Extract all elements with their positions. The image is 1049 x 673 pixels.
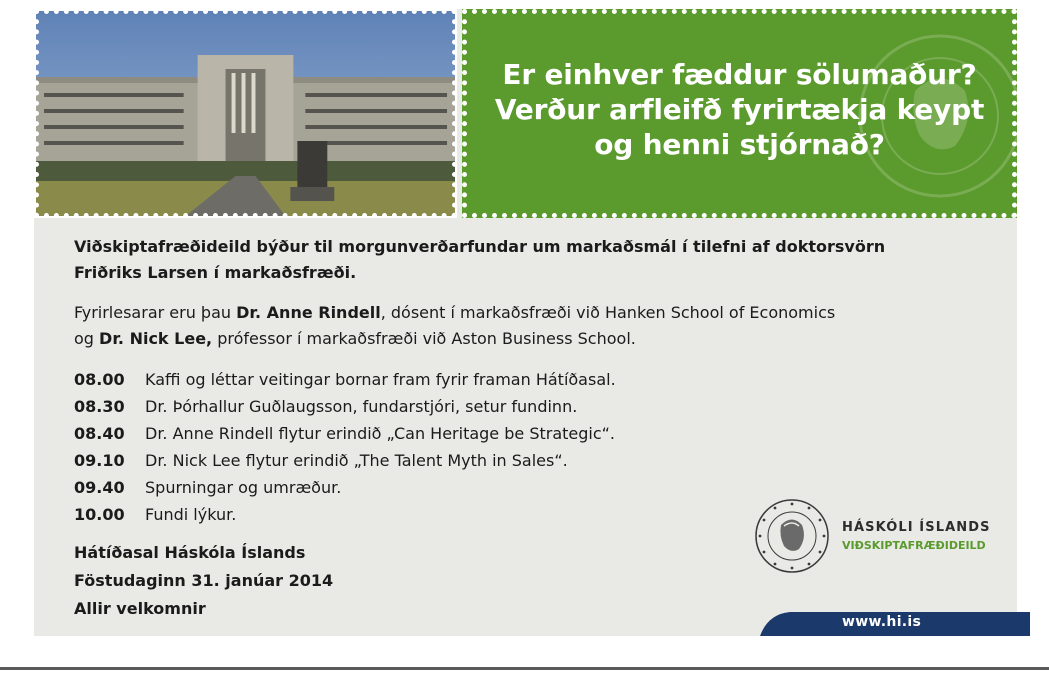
university-seal-icon xyxy=(754,498,830,574)
schedule-text: Fundi lýkur. xyxy=(145,505,237,524)
headline-panel xyxy=(462,9,1017,218)
headline-line-1: Er einhver fæddur sölumaður? xyxy=(502,58,977,91)
venue-date: Föstudaginn 31. janúar 2014 xyxy=(74,571,334,590)
speakers-prefix: Fyrirlesarar eru þau xyxy=(74,303,237,322)
headline xyxy=(462,57,1017,162)
department-name: VIÐSKIPTAFRÆÐIDEILD xyxy=(842,539,986,552)
headline-line-3: og henni stjórnað? xyxy=(594,128,885,161)
schedule-text: Dr. Nick Lee flytur erindið „The Talent Myth in Sales“. xyxy=(145,451,568,470)
schedule-row xyxy=(74,366,944,393)
schedule-text: Dr. Anne Rindell flytur erindið „Can Heritage be Strategic“. xyxy=(145,424,616,443)
schedule-text: Kaffi og léttar veitingar bornar fram fyrir framan Hátíðasal. xyxy=(145,370,616,389)
schedule-time: 10.00 xyxy=(74,505,125,524)
intro-line-2: Friðriks Larsen í markaðsfræði. xyxy=(74,263,357,282)
schedule-text: Dr. Þórhallur Guðlaugsson, fundarstjóri, setur fundinn. xyxy=(145,397,578,416)
schedule-time: 08.40 xyxy=(74,424,125,443)
speaker-role-1: , dósent í markaðsfræði við Hanken School of Economics xyxy=(380,303,836,322)
headline-line-2: Verður arfleifð fyrirtækja keypt xyxy=(494,93,985,126)
speaker-name-2: Dr. Nick Lee, xyxy=(99,329,213,348)
schedule-time: 09.40 xyxy=(74,478,125,497)
intro-paragraph xyxy=(74,234,944,286)
schedule-row xyxy=(74,474,944,501)
university-name: HÁSKÓLI ÍSLANDS xyxy=(842,520,991,535)
schedule-text: Spurningar og umræður. xyxy=(145,478,342,497)
venue-welcome: Allir velkomnir xyxy=(74,599,206,618)
venue-place: Hátíðasal Háskóla Íslands xyxy=(74,543,306,562)
speakers-paragraph xyxy=(74,300,944,352)
intro-line-1: Viðskiptafræðideild býður til morgunverðarfundar um markaðsmál í tilefni af doktorsvörn xyxy=(74,237,886,256)
speaker-name-1: Dr. Anne Rindell xyxy=(236,303,381,322)
schedule-time: 08.00 xyxy=(74,370,125,389)
university-building-photo xyxy=(34,9,457,218)
schedule-row xyxy=(74,393,944,420)
speaker-role-2: prófessor í markaðsfræði við Aston Business School. xyxy=(212,329,636,348)
university-logo xyxy=(754,498,991,574)
schedule-time: 09.10 xyxy=(74,451,125,470)
speakers-join: og xyxy=(74,329,100,348)
schedule-time: 08.30 xyxy=(74,397,125,416)
schedule-row xyxy=(74,420,944,447)
schedule-row xyxy=(74,447,944,474)
website-link[interactable]: www.hi.is xyxy=(842,614,922,630)
page-bottom-rule xyxy=(0,667,1049,670)
